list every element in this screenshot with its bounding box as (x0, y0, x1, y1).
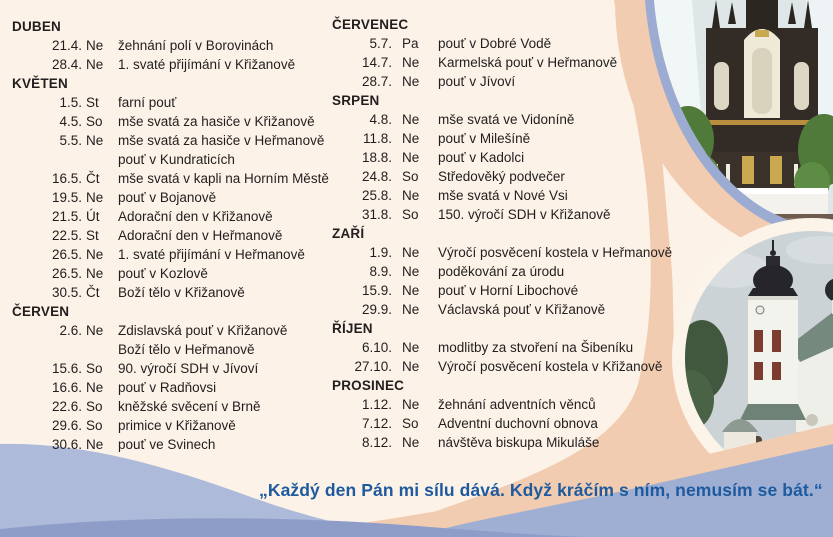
event-date: 26.5. (51, 266, 82, 281)
month-group (12, 17, 342, 74)
event-date: 8.9. (369, 264, 392, 279)
event-text: Václavská pouť v Křižanově (438, 302, 606, 317)
event-date: 15.9. (361, 283, 392, 298)
event-row (12, 169, 342, 188)
event-date: 28.4. (51, 57, 82, 72)
event-day: Ne (402, 264, 420, 279)
event-row (332, 243, 684, 262)
event-date: 21.4. (51, 38, 82, 53)
event-text: 90. výročí SDH v Jívoví (118, 361, 259, 376)
month-header: DUBEN (12, 19, 62, 34)
event-date: 31.8. (361, 207, 392, 222)
event-row (332, 357, 684, 376)
event-row (332, 34, 684, 53)
event-date: 30.6. (51, 437, 82, 452)
event-date: 22.5. (51, 228, 82, 243)
event-text: žehnání adventních věnců (438, 397, 596, 412)
event-text: pouť v Milešíně (438, 131, 531, 146)
event-row (12, 131, 342, 150)
event-text: 1. svaté přijímání v Křižanově (118, 57, 296, 72)
event-day: Ne (402, 435, 420, 450)
event-date: 25.8. (361, 188, 392, 203)
event-text: Adventní duchovní obnova (438, 416, 598, 431)
month-group (332, 15, 684, 91)
event-row (332, 414, 684, 433)
event-day: St (86, 228, 99, 243)
event-row (12, 321, 342, 340)
event-row (332, 129, 684, 148)
event-day: Ne (402, 397, 420, 412)
event-row (12, 397, 342, 416)
month-events (332, 243, 684, 319)
event-day: Ne (402, 245, 420, 260)
month-header: ČERVEN (12, 304, 70, 319)
month-group (332, 224, 684, 319)
event-text: Boží tělo v Heřmanově (118, 342, 255, 357)
event-date: 15.6. (51, 361, 82, 376)
event-date: 28.7. (361, 74, 392, 89)
event-date: 30.5. (51, 285, 82, 300)
event-row (12, 340, 342, 359)
event-row (332, 186, 684, 205)
event-date: 6.10. (361, 340, 392, 355)
month-group (12, 302, 342, 454)
month-group (332, 319, 684, 376)
month-events (12, 321, 342, 454)
event-row (332, 395, 684, 414)
event-day: Ne (402, 112, 420, 127)
event-row (12, 112, 342, 131)
event-date: 16.6. (51, 380, 82, 395)
event-row (12, 93, 342, 112)
event-text: mše svatá za hasiče v Heřmanově (118, 133, 325, 148)
event-row (12, 226, 342, 245)
month-group (332, 91, 684, 224)
event-day: So (86, 361, 103, 376)
event-day: Pa (402, 36, 419, 51)
event-day: Ne (86, 437, 104, 452)
event-date: 11.8. (362, 131, 392, 146)
event-date: 22.6. (51, 399, 82, 414)
month-group (12, 74, 342, 302)
event-day: Ne (86, 247, 104, 262)
month-events (12, 93, 342, 302)
event-row (332, 300, 684, 319)
event-day: So (402, 169, 419, 184)
event-day: Ne (402, 340, 420, 355)
event-text: mše svatá ve Vidoníně (438, 112, 575, 127)
event-text: 1. svaté přijímání v Heřmanově (118, 247, 305, 262)
event-day: Ne (402, 55, 420, 70)
event-date: 8.12. (361, 435, 392, 450)
event-day: Ne (86, 133, 104, 148)
event-text: Karmelská pouť v Heřmanově (438, 55, 618, 70)
event-date: 26.5. (51, 247, 82, 262)
event-row (332, 433, 684, 452)
month-events (332, 395, 684, 452)
event-row (12, 245, 342, 264)
event-day: Ne (86, 38, 104, 53)
month-header: ZAŘÍ (332, 226, 365, 241)
event-day: Ne (402, 131, 420, 146)
event-date: 5.5. (59, 133, 82, 148)
event-row (12, 188, 342, 207)
event-day: So (86, 114, 103, 129)
event-text: primice v Křižanově (118, 418, 236, 433)
event-date: 19.5. (51, 190, 82, 205)
event-date (12, 150, 82, 169)
event-day: St (86, 95, 99, 110)
month-header: ČERVENEC (332, 17, 409, 32)
month-header: PROSINEC (332, 378, 405, 393)
event-day: Ne (402, 359, 420, 374)
month-events (332, 110, 684, 224)
event-row (12, 55, 342, 74)
event-row (332, 148, 684, 167)
event-row (332, 110, 684, 129)
event-date: 7.12. (361, 416, 392, 431)
event-date: 2.6. (59, 323, 82, 338)
event-date: 4.8. (369, 112, 392, 127)
event-day: Ne (402, 302, 420, 317)
month-header: SRPEN (332, 93, 380, 108)
event-day: So (86, 418, 103, 433)
event-text: pouť v Dobré Vodě (438, 36, 552, 51)
event-row (12, 283, 342, 302)
event-row (332, 262, 684, 281)
event-day: Ne (86, 190, 104, 205)
month-events (332, 34, 684, 91)
event-row (332, 281, 684, 300)
event-row (12, 435, 342, 454)
event-day: So (402, 416, 419, 431)
event-day: Čt (86, 171, 100, 186)
event-day: Ne (86, 380, 104, 395)
event-text: Výročí posvěcení kostela v Křižanově (438, 359, 663, 374)
event-date: 1.5. (59, 95, 82, 110)
event-text: poděkování za úrodu (438, 264, 565, 279)
event-text: pouť v Horní Libochové (438, 283, 579, 298)
event-day: Ne (86, 323, 104, 338)
event-text: pouť ve Svinech (118, 437, 216, 452)
month-events (332, 338, 684, 376)
event-row (332, 167, 684, 186)
event-day: Ne (86, 57, 104, 72)
event-row (12, 207, 342, 226)
event-day: Ne (402, 283, 420, 298)
event-text: Adorační den v Heřmanově (118, 228, 283, 243)
event-row (332, 53, 684, 72)
event-day (82, 150, 118, 169)
event-text: Středověký podvečer (438, 169, 565, 184)
event-row (12, 416, 342, 435)
event-row (12, 264, 342, 283)
event-text: 150. výročí SDH v Křižanově (438, 207, 611, 222)
event-date: 1.9. (369, 245, 392, 260)
event-day: So (402, 207, 419, 222)
event-text: mše svatá za hasiče v Křižanově (118, 114, 315, 129)
event-date: 18.8. (361, 150, 392, 165)
event-text: pouť v Kadolci (438, 150, 525, 165)
event-date: 16.5. (51, 171, 82, 186)
month-header: ŘÍJEN (332, 321, 373, 336)
event-text: kněžské svěcení v Brně (118, 399, 261, 414)
event-text: Výročí posvěcení kostela v Heřmanově (438, 245, 673, 260)
event-text: pouť v Radňovsi (118, 380, 217, 395)
event-date: 5.7. (369, 36, 392, 51)
event-day: Ne (402, 150, 420, 165)
event-text: Boží tělo v Křižanově (118, 285, 245, 300)
event-date: 24.8. (361, 169, 392, 184)
event-text: pouť v Jívoví (438, 74, 516, 89)
event-date: 14.7. (361, 55, 392, 70)
event-text: mše svatá v Nové Vsi (438, 188, 568, 203)
month-events (12, 36, 342, 74)
bottom-quote: „Každý den Pán mi sílu dává. Když kráčím s ním, nemusím se bát.“ (259, 480, 823, 500)
event-day: Út (86, 209, 100, 224)
event-day: Čt (86, 285, 100, 300)
event-date: 29.6. (51, 418, 82, 433)
event-row (12, 378, 342, 397)
event-row (12, 150, 342, 169)
event-row (12, 36, 342, 55)
event-text: Adorační den v Křižanově (118, 209, 273, 224)
month-header: KVĚTEN (12, 76, 68, 91)
event-day: So (86, 399, 103, 414)
event-date: 29.9. (361, 302, 392, 317)
event-date: 1.12. (361, 397, 392, 412)
event-date (12, 340, 82, 359)
event-date: 21.5. (51, 209, 82, 224)
event-row (332, 338, 684, 357)
event-text: Zdislavská pouť v Křižanově (118, 323, 288, 338)
event-date: 4.5. (59, 114, 82, 129)
schedule-column-left (12, 17, 342, 454)
event-day: Ne (402, 74, 420, 89)
month-group (332, 376, 684, 452)
event-text: pouť v Kozlově (118, 266, 208, 281)
event-day: Ne (402, 188, 420, 203)
event-text: mše svatá v kapli na Horním Městě (118, 171, 329, 186)
event-day: Ne (86, 266, 104, 281)
event-day (82, 340, 118, 359)
event-date: 27.10. (354, 359, 392, 374)
event-row (332, 205, 684, 224)
event-row (12, 359, 342, 378)
event-text: pouť v Bojanově (118, 190, 217, 205)
schedule-column-right (332, 15, 684, 452)
event-text: žehnání polí v Borovinách (118, 38, 274, 53)
event-text: farní pouť (118, 95, 177, 110)
event-text: návštěva biskupa Mikuláše (438, 435, 600, 450)
event-row (332, 72, 684, 91)
event-text: modlitby za stvoření na Šibeníku (438, 340, 634, 355)
event-text: pouť v Kundraticích (118, 152, 235, 167)
